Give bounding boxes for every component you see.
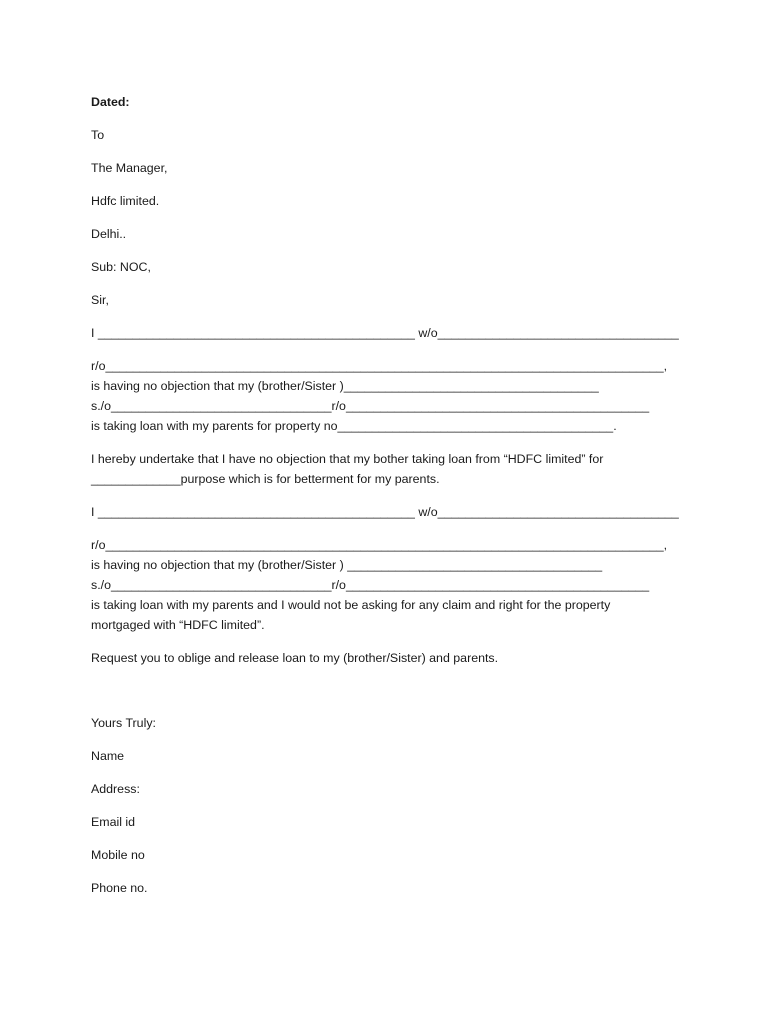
block2-line2: r/o_________________________________________________________________________________, <box>91 538 668 552</box>
phone-field-label: Phone no. <box>91 881 148 895</box>
email-field-label: Email id <box>91 815 136 829</box>
block2-line1: I ______________________________________________ w/o___________________________________ <box>91 505 679 519</box>
block1-line5: is taking loan with my parents for property no________________________________________. <box>91 419 617 433</box>
to-label: To <box>91 128 105 142</box>
block1-line2: r/o_________________________________________________________________________________, <box>91 359 668 373</box>
subject-line: Sub: NOC, <box>91 260 151 274</box>
block2-line4: s./o________________________________r/o____________________________________________ <box>91 578 650 592</box>
block1-line1: I ______________________________________________ w/o___________________________________ <box>91 326 679 340</box>
block2-line5: is taking loan with my parents and I would not be asking for any claim and right for the property <box>91 598 611 612</box>
recipient-company: Hdfc limited. <box>91 194 160 208</box>
block1-line4: s./o________________________________r/o____________________________________________ <box>91 399 650 413</box>
block2-line3: is having no objection that my (brother/Sister ) _____________________________________ <box>91 558 603 572</box>
salutation: Sir, <box>91 293 109 307</box>
dated-label: Dated: <box>91 95 130 109</box>
recipient-title: The Manager, <box>91 161 168 175</box>
closing-line: Yours Truly: <box>91 716 156 730</box>
name-field-label: Name <box>91 749 125 763</box>
undertaking-line1: I hereby undertake that I have no objection that my bother taking loan from “HDFC limited” for <box>91 452 604 466</box>
block1-line3: is having no objection that my (brother/Sister )_____________________________________ <box>91 379 599 393</box>
request-line: Request you to oblige and release loan to my (brother/Sister) and parents. <box>91 651 499 665</box>
mobile-field-label: Mobile no <box>91 848 145 862</box>
address-field-label: Address: <box>91 782 140 796</box>
block2-line6: mortgaged with “HDFC limited”. <box>91 618 265 632</box>
recipient-city: Delhi.. <box>91 227 127 241</box>
undertaking-line2: _____________purpose which is for betterment for my parents. <box>91 472 440 486</box>
